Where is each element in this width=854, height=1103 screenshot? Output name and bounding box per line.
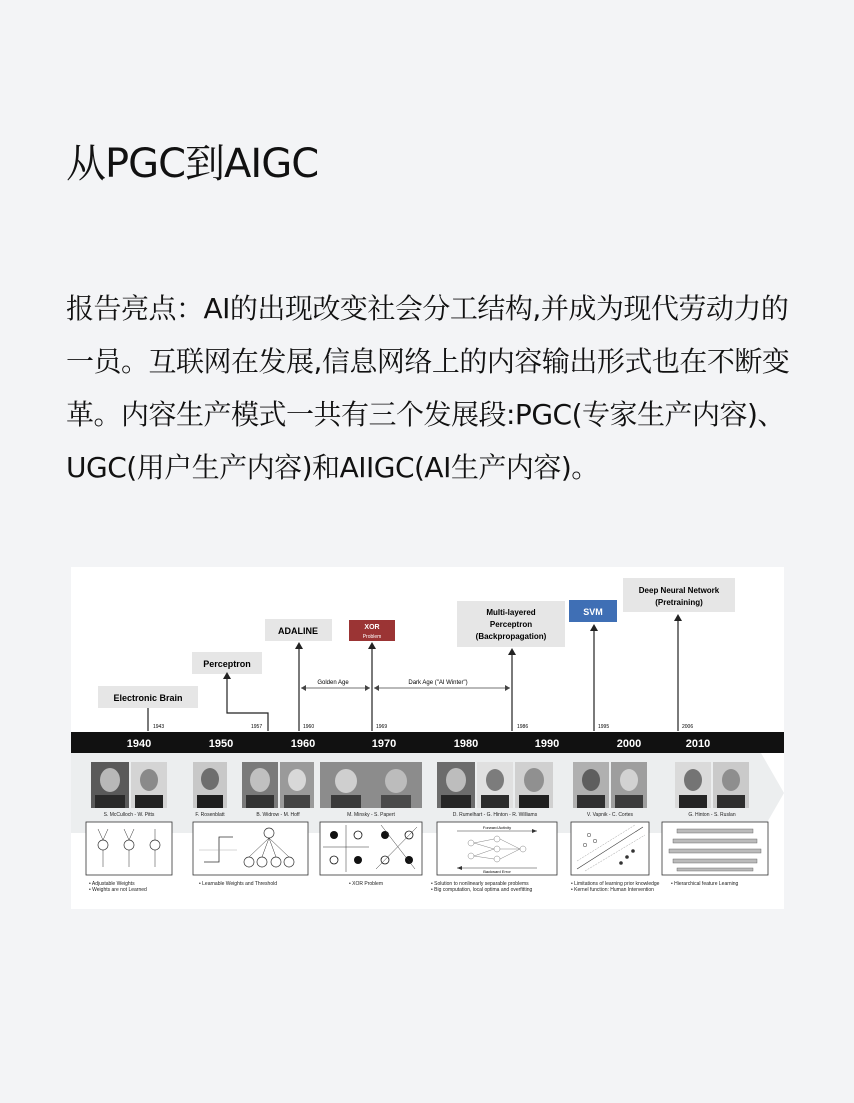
decade-label: 1950 <box>208 738 234 750</box>
svg-text:1986: 1986 <box>517 724 529 730</box>
milestone-deep-neural-network <box>623 578 735 731</box>
svg-text:ADALINE: ADALINE <box>278 626 318 636</box>
milestone-svm <box>569 600 617 731</box>
milestone-electronic-brain <box>98 686 198 731</box>
decade-bar <box>71 732 784 753</box>
diagram-deep-network <box>662 822 768 875</box>
svg-text:(Pretraining): (Pretraining) <box>655 598 703 607</box>
svg-text:Electronic Brain: Electronic Brain <box>113 693 183 703</box>
svg-text:SVM: SVM <box>583 607 603 617</box>
diagram-backpropagation <box>437 822 557 875</box>
svg-text:1969: 1969 <box>376 724 388 730</box>
person-name: D. Rumelhart - G. Hinton - R. Williams <box>452 812 538 818</box>
svg-text:Problem: Problem <box>362 634 382 640</box>
portrait-photo <box>242 762 278 808</box>
svg-text:1995: 1995 <box>598 724 610 730</box>
person-name: M. Minsky - S. Papert <box>347 812 395 818</box>
note-text: • Limitations of learning prior knowledge <box>571 881 660 887</box>
portrait-photo <box>573 762 609 808</box>
note-text: • Hierarchical feature Learning <box>671 881 739 887</box>
note-text: • Kernel function: Human Intervention <box>571 887 654 893</box>
person-name: G. Hinton - S. Ruslan <box>688 812 736 818</box>
person-name: B. Widrow - M. Hoff <box>256 812 300 818</box>
portrait-photo <box>515 762 553 808</box>
ai-history-timeline-figure <box>71 567 784 909</box>
person-name: V. Vapnik - C. Cortes <box>586 812 634 818</box>
milestone-xor <box>349 620 395 731</box>
svg-text:Forward Activity: Forward Activity <box>482 825 512 830</box>
diagram-mcculloch-pitts <box>86 822 172 875</box>
svg-text:Perceptron: Perceptron <box>203 659 251 669</box>
svg-text:XOR: XOR <box>364 624 380 631</box>
person-name: F. Rosenblatt <box>195 812 225 818</box>
svg-text:1960: 1960 <box>303 724 315 730</box>
svg-text:(Backpropagation): (Backpropagation) <box>475 632 547 641</box>
portrait-photo <box>477 762 513 808</box>
decade-label: 1970 <box>371 738 397 750</box>
portrait-photo <box>675 762 711 808</box>
milestone-backpropagation <box>457 601 565 731</box>
svg-text:Deep Neural Network: Deep Neural Network <box>638 586 720 595</box>
svg-text:Multi-layered: Multi-layered <box>486 608 536 617</box>
svg-text:2006: 2006 <box>682 724 694 730</box>
diagram-perceptron <box>193 822 308 875</box>
diagram-svm <box>571 822 649 875</box>
portrait-photo <box>437 762 475 808</box>
note-text: • Weights are not Learned <box>89 887 147 893</box>
era-golden-age <box>301 680 370 691</box>
note-text: • Adjustable Weights <box>89 881 135 887</box>
svg-text:1957: 1957 <box>251 724 263 730</box>
decade-label: 1990 <box>534 738 560 750</box>
milestone-adaline <box>265 619 332 731</box>
portrait-photo <box>611 762 647 808</box>
article-title: 从PGC到AIGC <box>66 141 319 187</box>
diagram-xor <box>320 822 422 875</box>
decade-label: 1980 <box>453 738 479 750</box>
decade-label: 2010 <box>685 738 711 750</box>
era-dark-age <box>374 680 510 691</box>
note-text: • Big computation, local optima and overfitting <box>431 887 533 893</box>
decade-label: 1940 <box>126 738 152 750</box>
portrait-photo <box>91 762 129 808</box>
person-name: S. McCulloch - W. Pitts <box>103 812 155 818</box>
decade-label: 2000 <box>616 738 642 750</box>
portrait-photo <box>193 762 227 808</box>
svg-text:Golden Age: Golden Age <box>317 680 349 686</box>
note-text: • Learnable Weights and Threshold <box>199 881 278 887</box>
milestone-perceptron <box>192 652 268 731</box>
note-text: • XOR Problem <box>349 881 383 887</box>
portrait-photo <box>320 762 422 808</box>
svg-text:Perceptron: Perceptron <box>489 620 533 629</box>
portrait-photo <box>280 762 314 808</box>
svg-text:Dark Age ("AI Winter"): Dark Age ("AI Winter") <box>408 680 468 686</box>
svg-text:1943: 1943 <box>153 724 165 730</box>
svg-text:Backward Error: Backward Error <box>483 869 511 874</box>
portrait-photo <box>713 762 749 808</box>
note-text: • Solution to nonlinearly separable problems <box>431 881 529 887</box>
decade-label: 1960 <box>290 738 316 750</box>
portrait-photo <box>131 762 167 808</box>
article-paragraph: 报告亮点：AI的出现改变社会分工结构,并成为现代劳动力的一员。互联网在发展,信息网络上的内容输出形式也在不断变革。内容生产模式一共有三个发展段:PGC(专家生产内容)、UGC(用户生产内容)和AIIGC(AI生产内容)。 <box>66 292 790 484</box>
